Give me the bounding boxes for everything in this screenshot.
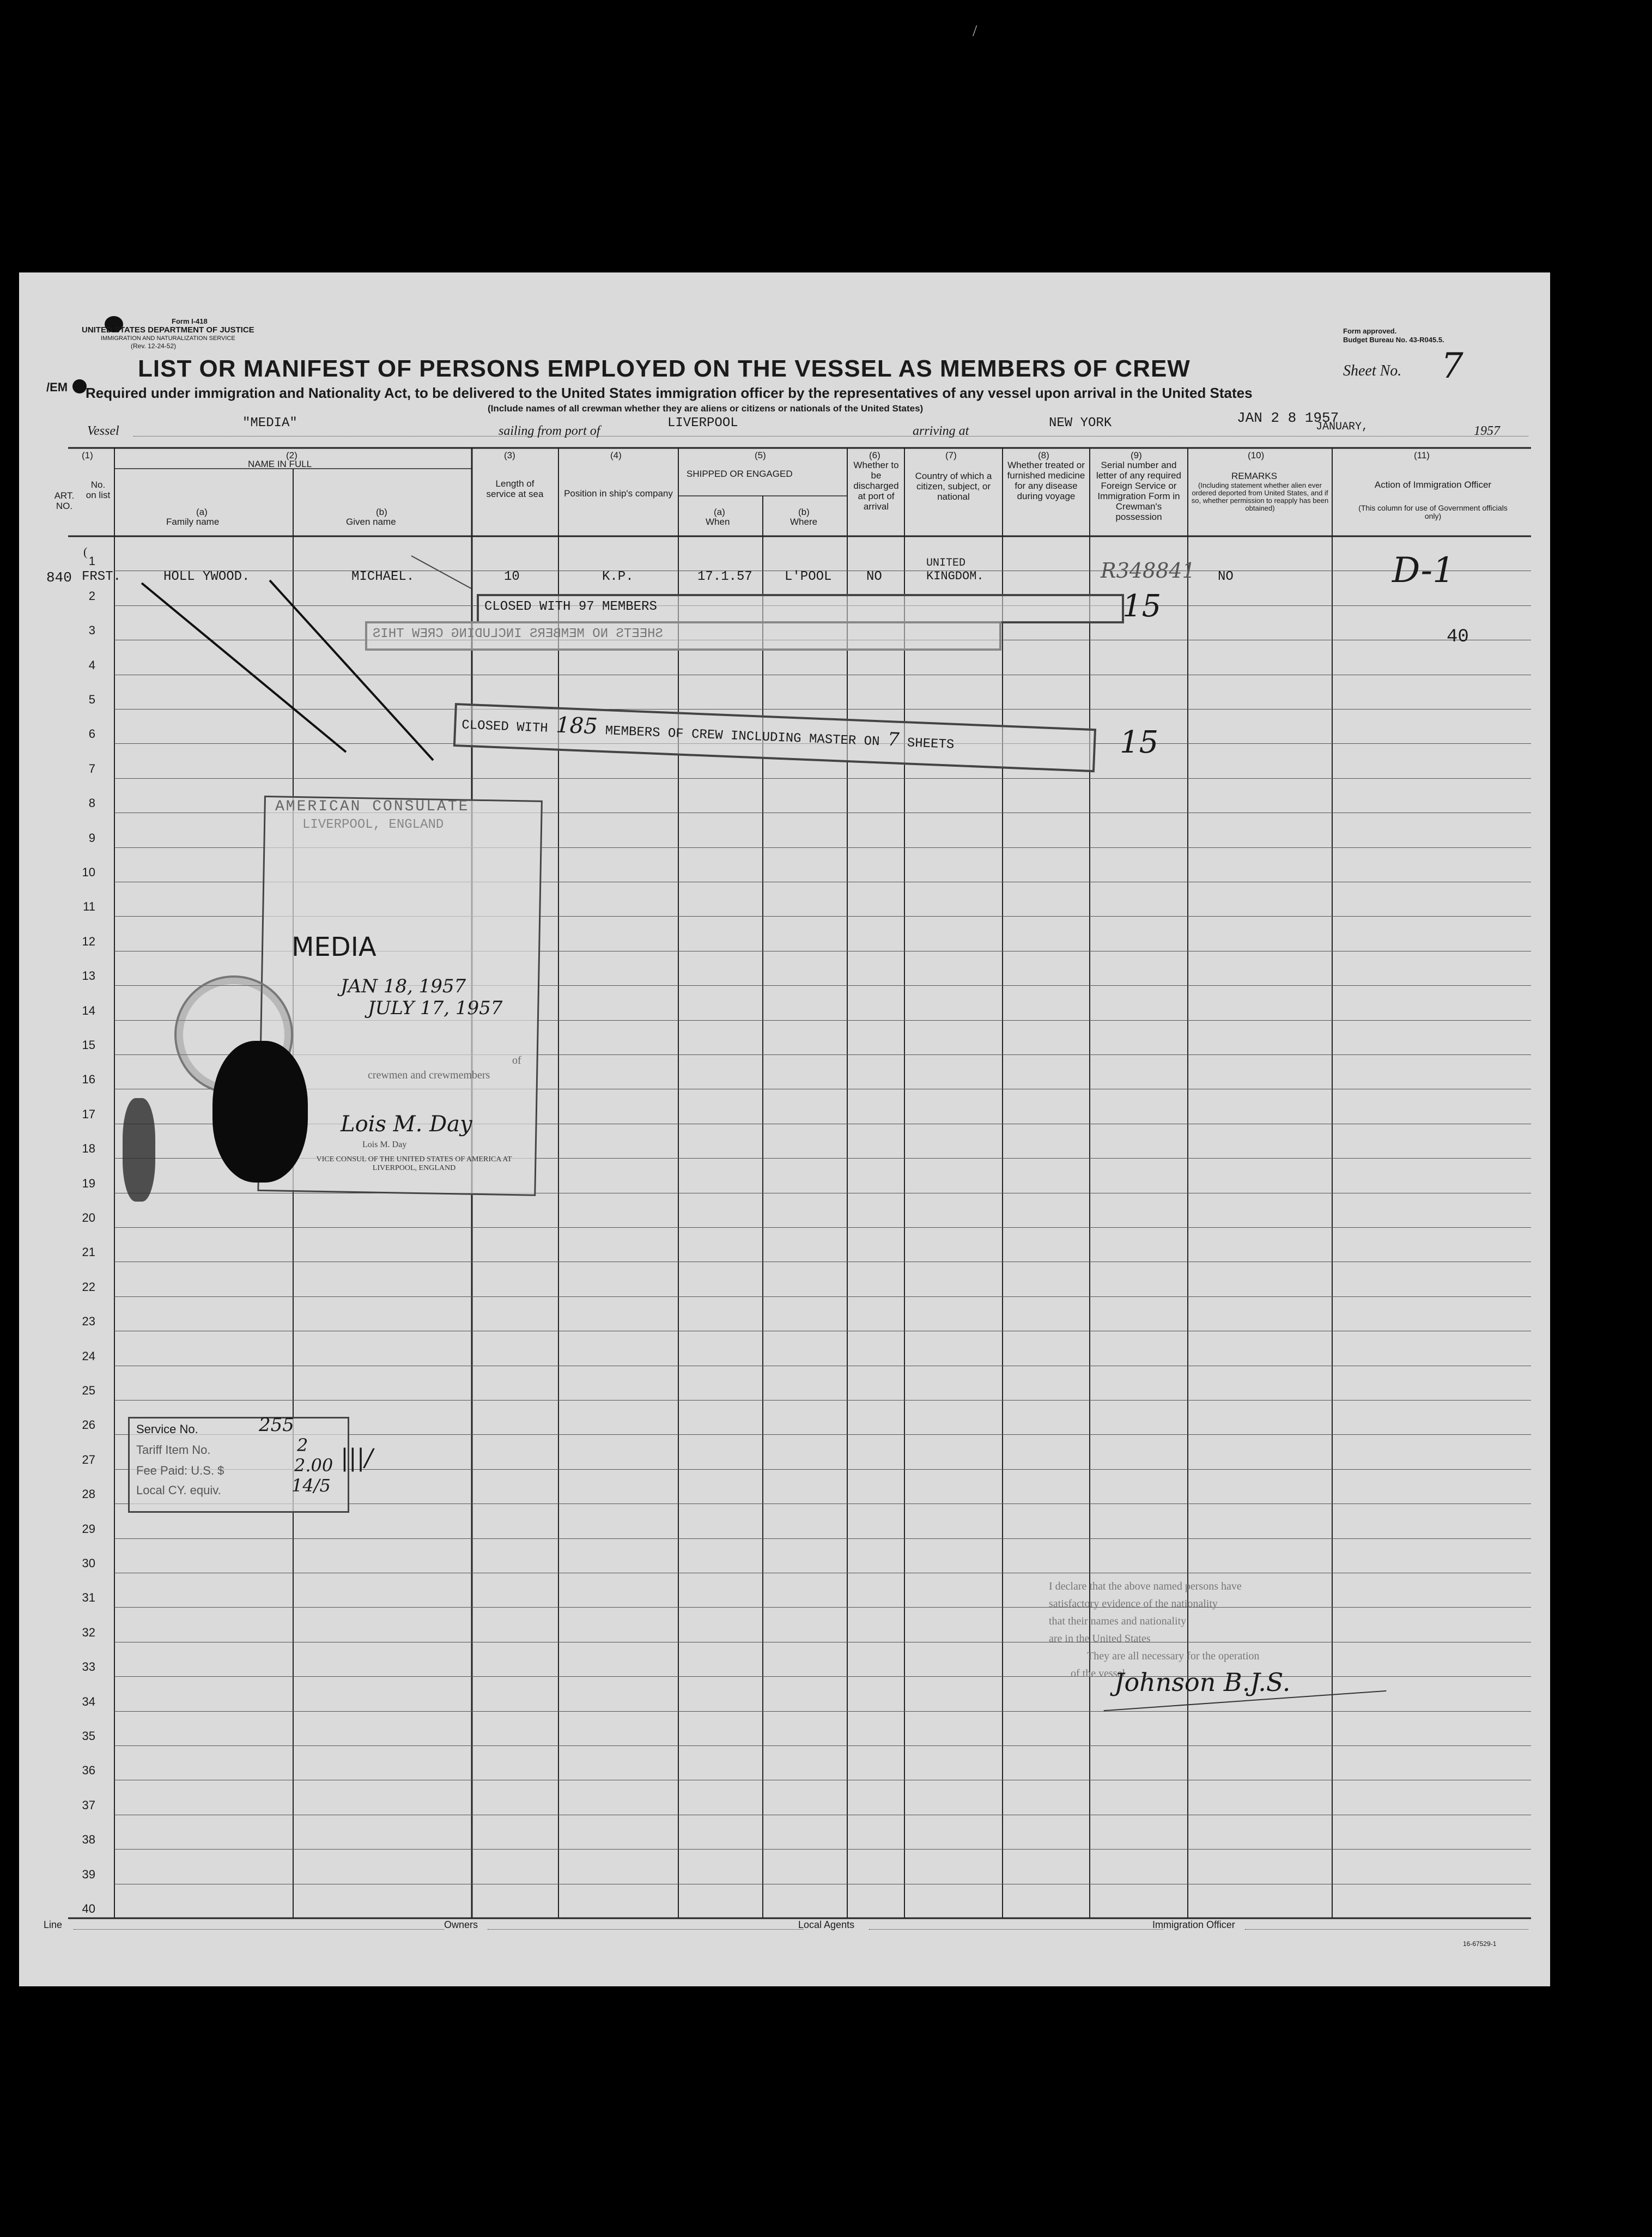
fee-mark: |||/: [341, 1444, 373, 1472]
agency: UNITED STATES DEPARTMENT OF JUSTICE: [82, 325, 254, 335]
row-number: 1: [88, 554, 95, 568]
hand-count-2: 15: [1120, 725, 1159, 760]
row-number: 4: [88, 658, 95, 672]
row-number: 26: [82, 1418, 95, 1432]
vessel-label: Vessel: [87, 424, 119, 438]
arrival-year: 1957: [1474, 424, 1500, 438]
closed-stamp-2-prefix: CLOSED WITH: [461, 718, 549, 736]
col6-head: Whether to be discharged at port of arrival: [853, 460, 899, 512]
consulate-signer-name: Lois M. Day: [362, 1140, 407, 1149]
row-number: 36: [82, 1763, 95, 1778]
form-approved: Form approved.: [1343, 327, 1397, 335]
consulate-line-of: of: [512, 1054, 521, 1066]
entry-check: (: [83, 545, 88, 559]
closed-stamp-1-text: CLOSED WITH 97 MEMBERS: [484, 599, 657, 614]
footer-line-rule: [74, 1929, 444, 1930]
entry-remarks: NO: [1218, 569, 1234, 584]
top-mark: /: [973, 22, 977, 40]
row-number: 31: [82, 1591, 95, 1605]
arriving-port: NEW YORK: [1049, 416, 1112, 431]
col7-num: (7): [945, 450, 957, 460]
closed-stamp-2-count: 185: [555, 712, 598, 739]
fee-service-label: Service No.: [136, 1422, 198, 1436]
footer-line-label: Line: [44, 1919, 63, 1930]
fee-paid-label: Fee Paid: U.S. $: [136, 1464, 224, 1477]
row-number: 20: [82, 1211, 95, 1224]
sailing-label: sailing from port of: [499, 424, 600, 438]
form-title: LIST OR MANIFEST OF PERSONS EMPLOYED ON THE VESSEL AS MEMBERS OF CREW: [138, 355, 1191, 382]
wax-seal: [212, 1041, 308, 1183]
entry-rank: FRST.: [82, 569, 122, 584]
col8-num: (8): [1038, 450, 1049, 460]
row-rule: [114, 1400, 1531, 1401]
col3-num: (3): [504, 450, 515, 460]
consulate-vessel: MEDIA: [291, 932, 376, 962]
consulate-city: LIVERPOOL, ENGLAND: [302, 817, 444, 832]
closed-stamp-2-suffix: MEMBERS OF CREW INCLUDING MASTER ON: [605, 724, 880, 750]
row-number: 6: [88, 727, 95, 741]
declaration-l2: satisfactory evidence of the nationality: [1049, 1598, 1218, 1610]
declaration-l1: I declare that the above named persons have: [1049, 1580, 1242, 1592]
consulate-date-2: JULY 17, 1957: [368, 997, 503, 1019]
col2-num: (2): [286, 450, 297, 460]
row-number: 29: [82, 1521, 95, 1536]
col11-note: (This column for use of Government officials only): [1358, 504, 1508, 520]
row-number: 18: [82, 1142, 95, 1156]
closed-stamp-1-mirror: [365, 621, 1001, 651]
col4-num: (4): [610, 450, 622, 460]
col10-note: (Including statement whether alien ever ordered deported from United States, and if so, whether permission to reapply has been obtained): [1191, 481, 1329, 512]
arrival-month: JANUARY,: [1316, 421, 1369, 433]
col11-head: Action of Immigration Officer: [1374, 480, 1492, 490]
col9-num: (9): [1131, 450, 1142, 460]
row-rule: [114, 778, 1531, 779]
row-rule: [114, 1538, 1531, 1539]
col5b-num: (b): [798, 507, 810, 517]
row-number: 15: [82, 1038, 95, 1052]
col3-head: Length of service at sea: [486, 478, 544, 499]
fee-tariff-no: 2: [297, 1435, 308, 1456]
col2a-num: (a): [196, 507, 208, 517]
form-subtitle: Required under immigration and Nationality Act, to be delivered to the United States immigration officer by the representatives of any vessel upon arrival in the United States: [86, 385, 1253, 401]
declaration-l6: of the vessel: [1071, 1668, 1125, 1680]
entry-family-name: HOLL YWOOD.: [163, 569, 250, 584]
fee-paid: 2.00: [294, 1455, 333, 1476]
hand-count-1: 15: [1122, 589, 1162, 624]
footer-agents-rule: [869, 1929, 1163, 1930]
col2-head: NAME IN FULL: [248, 459, 312, 469]
col9-head: Serial number and letter of any required Foreign Service or Immigration Form in Crewman's possession: [1096, 460, 1181, 522]
consulate-header: AMERICAN CONSULATE: [275, 798, 470, 815]
col8-head: Whether treated or furnished medicine for any disease during voyage: [1007, 460, 1085, 501]
footer-officer: Immigration Officer: [1152, 1919, 1235, 1930]
row-rule: [114, 1711, 1531, 1712]
arriving-label: arriving at: [913, 424, 969, 438]
row-number: 38: [82, 1833, 95, 1847]
row-rule: [114, 1676, 1531, 1677]
row-number: 12: [82, 934, 95, 948]
row-number: 14: [82, 1003, 95, 1017]
art-no-head: ART. NO.: [54, 490, 75, 511]
row-number: 28: [82, 1487, 95, 1501]
footer-officer-rule: [1245, 1929, 1528, 1930]
row-number: 16: [82, 1072, 95, 1087]
form-number: Form I-418: [172, 317, 208, 325]
row-number: 30: [82, 1556, 95, 1570]
declaration-signature: Johnson B.J.S.: [1114, 1668, 1291, 1697]
entry-action: D-1: [1392, 550, 1455, 591]
row-number: 33: [82, 1660, 95, 1674]
row-number: 21: [82, 1245, 95, 1259]
row-number: 8: [88, 796, 95, 810]
budget-bureau: Budget Bureau No. 43-R045.5.: [1343, 336, 1444, 344]
entry-art-no: 840: [46, 569, 72, 586]
closed-stamp-1: [477, 594, 1124, 623]
date-stamp: JAN 2 8 1957: [1237, 410, 1339, 426]
col1-num: (1): [82, 450, 93, 460]
row-rule: [114, 1227, 1531, 1228]
col10-num: (10): [1248, 450, 1265, 460]
row-number: 40: [82, 1902, 95, 1915]
row-rule: [114, 1296, 1531, 1297]
row-rule: [114, 1607, 1531, 1608]
row-number: 27: [82, 1452, 95, 1466]
closed-stamp-1-mirror-text: SHEETS NO MEMBERS INCLUDING CREW THIS: [373, 627, 663, 641]
row-number: 32: [82, 1625, 95, 1639]
row-number: 10: [82, 865, 95, 879]
fee-local: 14/5: [291, 1475, 331, 1496]
row-number: 5: [88, 693, 95, 706]
vessel-name: "MEDIA": [242, 416, 297, 431]
fee-local-label: Local CY. equiv.: [136, 1483, 221, 1497]
row-rule: [114, 1745, 1531, 1746]
consulate-date-1: JAN 18, 1957: [341, 975, 466, 997]
revision: (Rev. 12-24-52): [131, 342, 177, 350]
row-number: 22: [82, 1280, 95, 1294]
col5-head: SHIPPED OR ENGAGED: [687, 469, 793, 479]
row-number: 2: [88, 589, 95, 603]
col5-num: (5): [755, 450, 766, 460]
row-number: 7: [88, 761, 95, 775]
row-number: 23: [82, 1314, 95, 1329]
footer-code: 16-67529-1: [1463, 1940, 1497, 1948]
declaration-l4: are in the United States: [1049, 1633, 1151, 1645]
consulate-signer-title: VICE CONSUL OF THE UNITED STATES OF AMERICA AT LIVERPOOL, ENGLAND: [316, 1155, 512, 1172]
row-number: 3: [88, 623, 95, 638]
row-number: 11: [83, 900, 95, 914]
footer-agents: Local Agents: [798, 1919, 855, 1930]
row-rule: [114, 1849, 1531, 1850]
row-number: 34: [82, 1694, 95, 1708]
row-number: 9: [88, 830, 95, 845]
entry-given-name: MICHAEL.: [351, 569, 415, 584]
row-number: 35: [82, 1729, 95, 1743]
sailing-port: LIVERPOOL: [667, 416, 738, 431]
declaration-l5: They are all necessary for the operation: [1087, 1650, 1260, 1662]
entry-country-2: KINGDOM.: [926, 569, 984, 583]
declaration-l3: that their names and nationality: [1049, 1615, 1187, 1627]
sheet-label: Sheet No.: [1343, 362, 1402, 379]
closed-stamp-2-sheets: 7: [887, 728, 900, 751]
entry-discharged: NO: [866, 569, 882, 584]
col6-num: (6): [869, 450, 880, 460]
col5b-head: Where: [790, 517, 818, 527]
entry-when: 17.1.57: [697, 569, 752, 584]
col1-head: No. on list: [86, 480, 111, 500]
row-number: 25: [82, 1384, 95, 1397]
entry-serial: R348841: [1101, 559, 1195, 583]
entry-country-1: UNITED: [926, 557, 966, 569]
entry-service: 10: [504, 569, 520, 584]
sheet-number: 7: [1441, 346, 1463, 386]
consulate-signature: Lois M. Day: [341, 1112, 472, 1137]
fee-tariff-label: Tariff Item No.: [136, 1443, 211, 1457]
row-number: 39: [82, 1867, 95, 1881]
margin-mark: /EM: [46, 380, 68, 394]
consulate-line-crew: crewmen and crewmembers: [368, 1069, 490, 1081]
name-strikes: [19, 272, 564, 763]
col2a-head: Family name: [166, 517, 220, 527]
col10-head: REMARKS: [1231, 471, 1278, 481]
ink-smudge: [123, 1098, 155, 1202]
col2b-head: Given name: [346, 517, 396, 527]
service-name: IMMIGRATION AND NATURALIZATION SERVICE: [101, 335, 235, 342]
col7-head: Country of which a citizen, subject, or national: [915, 471, 992, 502]
entry-position: K.P.: [602, 569, 634, 584]
col2b-num: (b): [376, 507, 387, 517]
manifest-page: [19, 272, 1550, 1986]
form-subnote: (Include names of all crewman whether they are aliens or citizens or nationals of the United States): [488, 403, 924, 414]
col11-num: (11): [1414, 450, 1430, 460]
col4-head: Position in ship's company: [564, 488, 673, 499]
footer-owners: Owners: [444, 1919, 478, 1930]
row3-count: 40: [1447, 627, 1469, 647]
entry-where: L'POOL: [785, 569, 832, 584]
footer-owners-rule: [488, 1929, 804, 1930]
fee-service-no: 255: [259, 1414, 294, 1436]
row-number: 24: [82, 1349, 95, 1363]
closed-stamp-2-end: SHEETS: [907, 736, 955, 753]
col5a-num: (a): [714, 507, 725, 517]
row-number: 37: [82, 1798, 95, 1812]
row-number: 19: [82, 1176, 95, 1190]
row-number: 13: [82, 969, 95, 983]
col5a-head: When: [706, 517, 730, 527]
row-number: 17: [82, 1107, 95, 1121]
